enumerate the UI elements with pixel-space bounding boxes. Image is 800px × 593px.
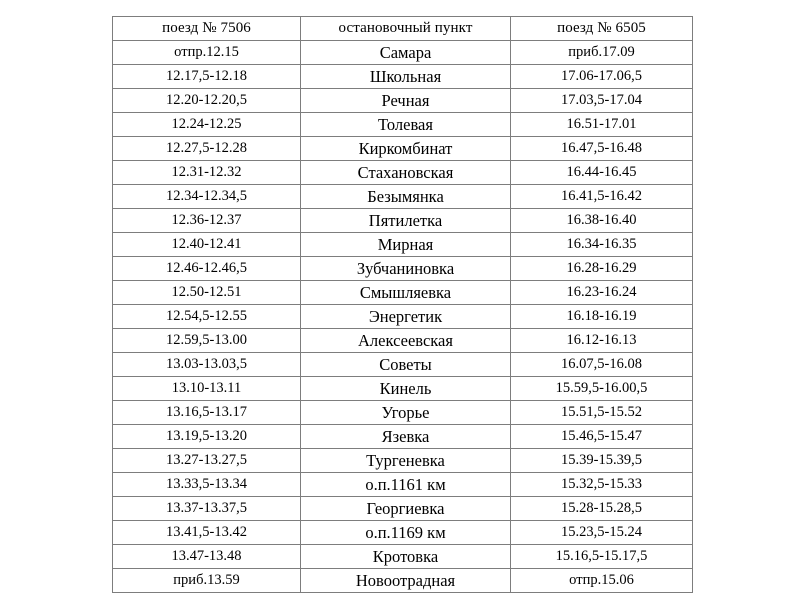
table-row (113, 401, 693, 425)
cell-stop-point-name: Стахановская (301, 161, 511, 185)
cell-train-7506-time: 12.50-12.51 (113, 281, 301, 305)
cell-stop-point-name: Тургеневка (301, 449, 511, 473)
cell-train-6505-time: 16.23-16.24 (511, 281, 693, 305)
column-header-train-6505: поезд № 6505 (511, 17, 693, 41)
cell-stop-point-name: Зубчаниновка (301, 257, 511, 281)
cell-stop-point-name: Пятилетка (301, 209, 511, 233)
table-body (113, 41, 693, 593)
cell-stop-point-name: Толевая (301, 113, 511, 137)
cell-train-6505-time: 16.44-16.45 (511, 161, 693, 185)
cell-train-6505-time: 15.51,5-15.52 (511, 401, 693, 425)
cell-train-7506-time: приб.13.59 (113, 569, 301, 593)
table-row (113, 545, 693, 569)
cell-train-6505-time: 17.06-17.06,5 (511, 65, 693, 89)
table-row (113, 281, 693, 305)
table-row (113, 497, 693, 521)
cell-train-6505-time: 15.28-15.28,5 (511, 497, 693, 521)
cell-stop-point-name: Язевка (301, 425, 511, 449)
cell-train-7506-time: 12.36-12.37 (113, 209, 301, 233)
cell-train-6505-time: 15.39-15.39,5 (511, 449, 693, 473)
cell-train-7506-time: 13.33,5-13.34 (113, 473, 301, 497)
table-row (113, 209, 693, 233)
cell-train-7506-time: 12.20-12.20,5 (113, 89, 301, 113)
table-header (113, 17, 693, 41)
table-header-row (113, 17, 693, 41)
table-row (113, 89, 693, 113)
cell-train-6505-time: 17.03,5-17.04 (511, 89, 693, 113)
train-schedule-table (112, 16, 693, 593)
cell-train-7506-time: 13.41,5-13.42 (113, 521, 301, 545)
cell-train-6505-time: 15.23,5-15.24 (511, 521, 693, 545)
cell-train-7506-time: 13.37-13.37,5 (113, 497, 301, 521)
cell-train-6505-time: 16.07,5-16.08 (511, 353, 693, 377)
table-row (113, 161, 693, 185)
cell-train-7506-time: 12.31-12.32 (113, 161, 301, 185)
cell-stop-point-name: Георгиевка (301, 497, 511, 521)
cell-stop-point-name: Речная (301, 89, 511, 113)
cell-train-6505-time: 16.12-16.13 (511, 329, 693, 353)
table-row (113, 449, 693, 473)
cell-stop-point-name: Смышляевка (301, 281, 511, 305)
cell-stop-point-name: Энергетик (301, 305, 511, 329)
table-row (113, 257, 693, 281)
cell-train-6505-time: 16.18-16.19 (511, 305, 693, 329)
cell-train-6505-time: отпр.15.06 (511, 569, 693, 593)
cell-train-6505-time: 15.59,5-16.00,5 (511, 377, 693, 401)
cell-train-7506-time: отпр.12.15 (113, 41, 301, 65)
column-header-train-7506: поезд № 7506 (113, 17, 301, 41)
cell-stop-point-name: Мирная (301, 233, 511, 257)
cell-train-7506-time: 12.27,5-12.28 (113, 137, 301, 161)
cell-train-7506-time: 13.16,5-13.17 (113, 401, 301, 425)
cell-stop-point-name: Киркомбинат (301, 137, 511, 161)
table-row (113, 521, 693, 545)
cell-train-6505-time: 16.41,5-16.42 (511, 185, 693, 209)
table-row (113, 65, 693, 89)
table-row (113, 185, 693, 209)
cell-stop-point-name: Школьная (301, 65, 511, 89)
cell-train-6505-time: 16.47,5-16.48 (511, 137, 693, 161)
cell-train-7506-time: 13.47-13.48 (113, 545, 301, 569)
cell-stop-point-name: о.п.1161 км (301, 473, 511, 497)
cell-train-7506-time: 13.27-13.27,5 (113, 449, 301, 473)
table-row (113, 233, 693, 257)
table-row (113, 329, 693, 353)
table-row (113, 425, 693, 449)
cell-train-6505-time: приб.17.09 (511, 41, 693, 65)
cell-train-7506-time: 12.24-12.25 (113, 113, 301, 137)
cell-stop-point-name: Кротовка (301, 545, 511, 569)
cell-train-7506-time: 13.19,5-13.20 (113, 425, 301, 449)
cell-train-6505-time: 16.34-16.35 (511, 233, 693, 257)
cell-stop-point-name: о.п.1169 км (301, 521, 511, 545)
table-row (113, 137, 693, 161)
cell-train-6505-time: 15.16,5-15.17,5 (511, 545, 693, 569)
cell-train-6505-time: 15.46,5-15.47 (511, 425, 693, 449)
cell-stop-point-name: Безымянка (301, 185, 511, 209)
cell-stop-point-name: Кинель (301, 377, 511, 401)
table-row (113, 113, 693, 137)
cell-train-6505-time: 15.32,5-15.33 (511, 473, 693, 497)
table-row (113, 569, 693, 593)
cell-train-7506-time: 13.10-13.11 (113, 377, 301, 401)
cell-train-6505-time: 16.51-17.01 (511, 113, 693, 137)
cell-train-7506-time: 12.34-12.34,5 (113, 185, 301, 209)
cell-stop-point-name: Алексеевская (301, 329, 511, 353)
cell-stop-point-name: Самара (301, 41, 511, 65)
table-row (113, 377, 693, 401)
cell-stop-point-name: Угорье (301, 401, 511, 425)
cell-train-7506-time: 12.17,5-12.18 (113, 65, 301, 89)
cell-train-7506-time: 13.03-13.03,5 (113, 353, 301, 377)
cell-stop-point-name: Новоотрадная (301, 569, 511, 593)
table-row (113, 473, 693, 497)
table-row (113, 305, 693, 329)
cell-train-7506-time: 12.59,5-13.00 (113, 329, 301, 353)
cell-train-6505-time: 16.38-16.40 (511, 209, 693, 233)
table-row (113, 353, 693, 377)
cell-train-7506-time: 12.46-12.46,5 (113, 257, 301, 281)
table-row (113, 41, 693, 65)
cell-train-7506-time: 12.54,5-12.55 (113, 305, 301, 329)
cell-train-6505-time: 16.28-16.29 (511, 257, 693, 281)
cell-stop-point-name: Советы (301, 353, 511, 377)
schedule-table-container (112, 16, 692, 593)
cell-train-7506-time: 12.40-12.41 (113, 233, 301, 257)
column-header-stop-point: остановочный пункт (301, 17, 511, 41)
